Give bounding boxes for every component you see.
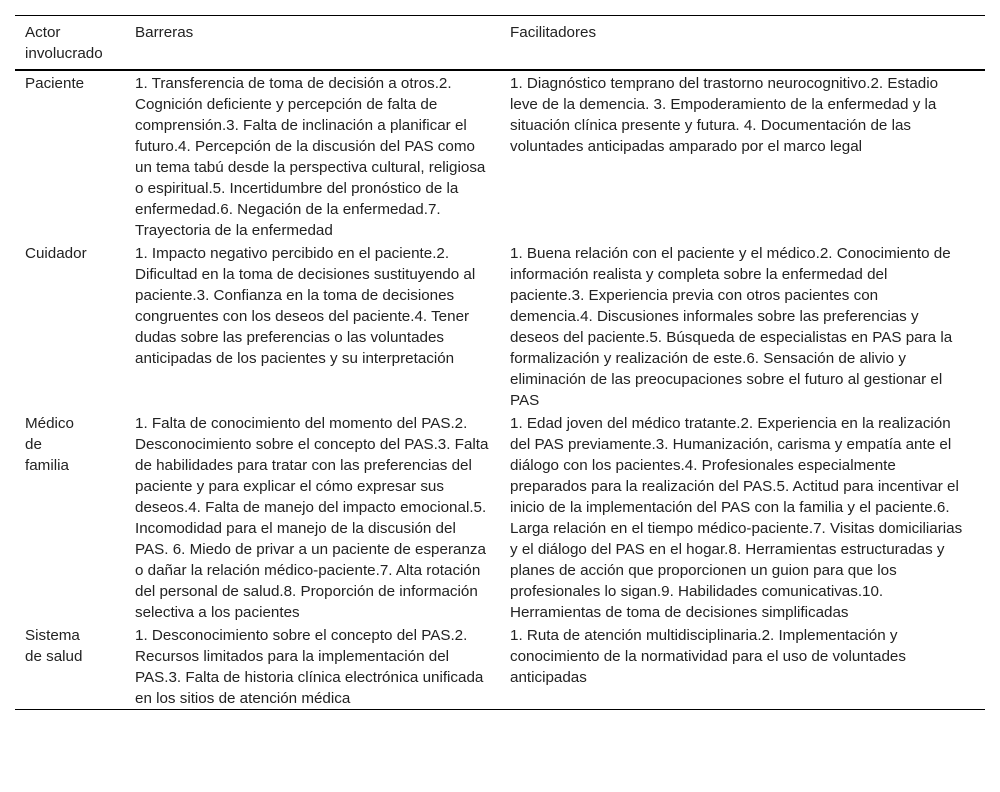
actor-label-line: de <box>25 436 42 453</box>
header-actor <box>15 16 135 71</box>
actor-label-line: Médico <box>25 415 74 432</box>
table-row-paciente <box>15 70 985 241</box>
table-row-sistema-de-salud <box>15 623 985 710</box>
table-row-cuidador <box>15 241 985 411</box>
barriers-cell: 1. Falta de conocimiento del momento del PAS.2. Desconocimiento sobre el concepto del PAS.3. Falta de habilidades para tratar con las preferencias del paciente y para explicar el cómo expresar sus deseos.4. Falta de manejo del impacto emocional.5. Incomodidad para el manejo de la discusión del PAS. 6. Miedo de privar a un paciente de esperanza o dañar la relación médico-paciente.7. Alta rotación del personal de salud.8. Proporción de información selectiva a los pacientes <box>135 415 489 621</box>
actor-cell <box>15 411 135 623</box>
actor-label-line: de salud <box>25 648 83 665</box>
facilitators-cell: 1. Buena relación con el paciente y el médico.2. Conocimiento de información realista y completa sobre la enfermedad del paciente.3. Experiencia previa con otros pacientes con demencia.4. Discusiones informales sobre las preferencias y deseos del paciente.5. Búsqueda de especialistas en PAS para la formalización y realización de este.6. Sensación de alivio y eliminación de las preocupaciones sobre el futuro al gestionar el PAS <box>510 245 953 409</box>
barriers-cell: 1. Desconocimiento sobre el concepto del PAS.2. Recursos limitados para la implementación del PAS.3. Falta de historia clínica electrónica unificada en los sitios de atención médica <box>135 627 484 707</box>
actor-label-line: Sistema <box>25 627 80 644</box>
facilitators-cell: 1. Ruta de atención multidisciplinaria.2. Implementación y conocimiento de la normatividad para el uso de voluntades anticipadas <box>510 627 906 686</box>
header-actor-line: involucrado <box>25 45 103 62</box>
barriers-facilitators-table-container <box>15 15 985 710</box>
actor-label-line: familia <box>25 457 69 474</box>
header-barriers: Barreras <box>135 24 194 41</box>
table-header <box>15 16 985 71</box>
actor-label: Paciente <box>25 75 85 92</box>
header-actor-line: Actor <box>25 24 61 41</box>
actor-cell <box>15 70 135 241</box>
barriers-facilitators-table <box>15 15 985 710</box>
table-body <box>15 70 985 710</box>
actor-cell <box>15 623 135 710</box>
actor-cell <box>15 241 135 411</box>
facilitators-cell: 1. Edad joven del médico tratante.2. Experiencia en la realización del PAS previamente.3. Humanización, carisma y empatía ante el diálogo con los pacientes.4. Profesionales especialmente preparados para la realización del PAS.5. Actitud para incentivar el inicio de la implementación del PAS con la familia y el paciente.6. Larga relación en el tiempo médico-paciente.7. Visitas domiciliarias y el diálogo del PAS en el hogar.8. Herramientas estructuradas y planes de acción que proporcionen un guion para que los profesionales lo sigan.9. Habilidades comunicativas.10. Herramientas de toma de decisiones simplificadas <box>510 415 963 621</box>
barriers-cell: 1. Impacto negativo percibido en el paciente.2. Dificultad en la toma de decisiones sustituyendo al paciente.3. Confianza en la toma de decisiones congruentes con los deseos del paciente.4. Tener dudas sobre las preferencias o las voluntades anticipadas de los pacientes y su interpretación <box>135 245 476 367</box>
header-row <box>15 16 985 71</box>
facilitators-cell: 1. Diagnóstico temprano del trastorno neurocognitivo.2. Estadio leve de la demencia. 3. Empoderamiento de la enfermedad y la situación clínica presente y futura. 4. Documentación de las voluntades anticipadas amparado por el marco legal <box>510 75 939 155</box>
header-facilitators: Facilitadores <box>510 24 597 41</box>
actor-label: Cuidador <box>25 245 87 262</box>
barriers-cell: 1. Transferencia de toma de decisión a otros.2. Cognición deficiente y percepción de falta de comprensión.3. Falta de inclinación a planificar el futuro.4. Percepción de la discusión del PAS como un tema tabú desde la perspectiva cultural, religiosa o espiritual.5. Incertidumbre del pronóstico de la enfermedad.6. Negación de la enfermedad.7. Trayectoria de la enfermedad <box>135 75 486 239</box>
table-row-medico-de-familia <box>15 411 985 623</box>
